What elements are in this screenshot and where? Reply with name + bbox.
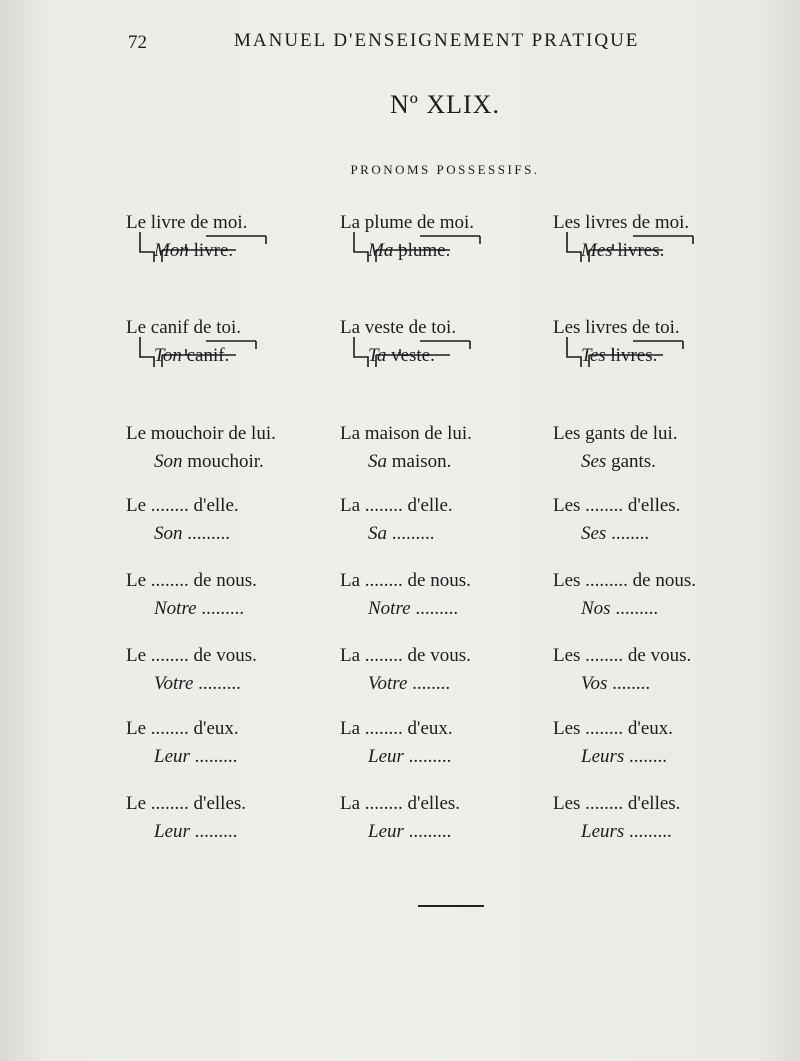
running-head: MANUEL D'ENSEIGNEMENT PRATIQUE	[234, 30, 640, 51]
exercise-cell	[340, 793, 550, 873]
exercise-cell	[340, 718, 550, 798]
source-phrase: Les gants de lui.	[553, 423, 678, 444]
source-phrase: La ........ d'eux.	[340, 718, 453, 739]
noun-completion: .........	[610, 598, 659, 619]
noun-completion: .........	[182, 523, 230, 544]
noun-completion: livre.	[188, 240, 234, 261]
noun-completion: canif.	[181, 345, 230, 366]
source-phrase: Le ........ d'elles.	[126, 793, 247, 814]
source-phrase: Le ........ d'eux.	[126, 718, 239, 739]
possessive-pronoun: Leur	[368, 821, 404, 842]
exercise-cell	[340, 317, 550, 397]
possessive-pronoun: Vos	[581, 673, 608, 694]
bracket-connector	[553, 317, 753, 377]
lesson-title: Nº XLIX.	[390, 90, 500, 119]
exercise-cell	[126, 570, 336, 650]
exercise-cell	[340, 570, 550, 650]
exercise-row	[0, 718, 800, 798]
bracket-line	[567, 232, 581, 262]
source-phrase: Le ........ de vous.	[126, 645, 257, 666]
closing-rule	[418, 905, 484, 907]
exercise-cell	[126, 793, 336, 873]
bracket-line	[633, 341, 683, 349]
bracket-connector	[126, 212, 326, 272]
source-phrase: La veste de toi.	[340, 317, 457, 338]
exercise-cell	[340, 212, 550, 292]
possessive-phrase	[154, 673, 241, 695]
exercise-row	[0, 423, 800, 503]
exercise-cell	[553, 793, 763, 873]
possessive-phrase	[581, 673, 650, 695]
possessive-pronoun: Ta	[368, 345, 387, 366]
noun-completion: .........	[403, 821, 452, 842]
exercise-cell	[553, 212, 763, 292]
possessive-phrase	[368, 451, 451, 473]
possessive-phrase	[154, 451, 264, 473]
possessive-pronoun: Ses	[581, 523, 607, 544]
noun-completion: veste.	[386, 345, 435, 366]
bracket-line	[589, 250, 663, 262]
exercise-row	[0, 495, 800, 575]
possessive-phrase	[368, 598, 458, 620]
bracket-connector	[126, 317, 326, 377]
bracket-connector	[340, 212, 540, 272]
noun-completion: maison.	[387, 451, 452, 472]
possessive-pronoun: Leurs	[581, 821, 625, 842]
lesson-subtitle: PRONOMS POSSESSIFS.	[350, 162, 540, 177]
source-phrase: Les livres de moi.	[553, 212, 690, 233]
source-phrase: Les ........ d'elles.	[553, 495, 681, 516]
exercise-cell	[126, 423, 336, 503]
noun-completion: livres.	[612, 240, 665, 261]
possessive-pronoun: Votre	[368, 673, 408, 694]
source-phrase: Le mouchoir de lui.	[126, 423, 276, 444]
possessive-phrase	[581, 598, 658, 620]
possessive-phrase	[154, 746, 237, 768]
possessive-pronoun: Son	[154, 451, 183, 472]
possessive-pronoun: Mon	[154, 240, 189, 261]
bracket-line	[354, 232, 368, 262]
noun-completion: .........	[387, 523, 435, 544]
bracket-connector	[340, 317, 540, 377]
exercise-cell	[553, 645, 763, 725]
exercise-row	[0, 212, 800, 292]
exercise-cell	[126, 645, 336, 725]
bracket-line	[589, 355, 663, 367]
noun-completion: ........	[624, 746, 668, 767]
possessive-pronoun: Leurs	[581, 746, 625, 767]
page-header	[0, 26, 800, 56]
noun-completion: .........	[196, 598, 245, 619]
noun-completion: mouchoir.	[182, 451, 264, 472]
possessive-phrase	[368, 523, 435, 545]
possessive-pronoun: Notre	[154, 598, 197, 619]
exercise-cell	[553, 317, 763, 397]
possessive-pronoun: Son	[154, 523, 183, 544]
exercise-cell	[553, 423, 763, 503]
possessive-phrase	[581, 523, 649, 545]
possessive-pronoun: Sa	[368, 451, 387, 472]
source-phrase: Le canif de toi.	[126, 317, 242, 338]
page-number: 72	[128, 32, 147, 53]
noun-completion: ........	[407, 673, 451, 694]
noun-completion: plume.	[393, 240, 451, 261]
bracket-line	[140, 232, 154, 262]
exercise-row	[0, 570, 800, 650]
bracket-line	[354, 337, 368, 367]
noun-completion: .........	[189, 746, 238, 767]
possessive-pronoun: Leur	[368, 746, 404, 767]
exercise-cell	[340, 423, 550, 503]
possessive-pronoun: Ses	[581, 451, 607, 472]
bracket-connector	[553, 212, 753, 272]
exercise-cell	[340, 495, 550, 575]
possessive-pronoun: Votre	[154, 673, 194, 694]
bracket-line	[140, 337, 154, 367]
exercise-cell	[126, 495, 336, 575]
bracket-line	[633, 236, 693, 244]
exercise-cell	[340, 645, 550, 725]
bracket-line	[567, 337, 581, 367]
possessive-pronoun: Leur	[154, 821, 190, 842]
bracket-line	[420, 341, 470, 349]
noun-completion: .........	[624, 821, 672, 842]
source-phrase: La ........ de nous.	[340, 570, 471, 591]
noun-completion: gants.	[606, 451, 656, 472]
possessive-pronoun: Nos	[581, 598, 611, 619]
bracket-line	[376, 355, 450, 367]
exercise-cell	[126, 317, 336, 397]
source-phrase: Les ......... de nous.	[553, 570, 697, 591]
noun-completion: .........	[410, 598, 459, 619]
noun-completion: .........	[403, 746, 452, 767]
noun-completion: ........	[607, 673, 651, 694]
possessive-pronoun: Leur	[154, 746, 190, 767]
source-phrase: La ........ de vous.	[340, 645, 471, 666]
source-phrase: Le livre de moi.	[126, 212, 248, 233]
source-phrase: Le ........ de nous.	[126, 570, 257, 591]
source-phrase: Les ........ d'elles.	[553, 793, 681, 814]
bracket-line	[162, 355, 236, 367]
possessive-phrase	[581, 451, 656, 473]
possessive-phrase	[581, 821, 672, 843]
exercise-row	[0, 793, 800, 873]
source-phrase: Les ........ d'eux.	[553, 718, 674, 739]
bracket-line	[206, 341, 256, 349]
noun-completion: ........	[606, 523, 650, 544]
exercise-cell	[126, 718, 336, 798]
noun-completion: .........	[189, 821, 238, 842]
possessive-phrase	[154, 821, 237, 843]
exercise-cell	[553, 570, 763, 650]
source-phrase: Le ........ d'elle.	[126, 495, 239, 516]
bracket-line	[376, 250, 450, 262]
source-phrase: La ........ d'elles.	[340, 793, 461, 814]
noun-completion: livres.	[605, 345, 658, 366]
possessive-phrase	[368, 673, 450, 695]
possessive-pronoun: Sa	[368, 523, 387, 544]
source-phrase: La plume de moi.	[340, 212, 475, 233]
exercise-cell	[553, 495, 763, 575]
possessive-pronoun: Notre	[368, 598, 411, 619]
possessive-phrase	[154, 598, 244, 620]
source-phrase: La maison de lui.	[340, 423, 472, 444]
exercise-cell	[126, 212, 336, 292]
exercise-cell	[553, 718, 763, 798]
source-phrase: Les livres de toi.	[553, 317, 680, 338]
source-phrase: La ........ d'elle.	[340, 495, 453, 516]
exercise-row	[0, 317, 800, 397]
bracket-line	[206, 236, 266, 244]
possessive-pronoun: Tes	[581, 345, 606, 366]
possessive-phrase	[368, 746, 451, 768]
bracket-line	[162, 250, 236, 262]
possessive-pronoun: Mes	[581, 240, 613, 261]
bracket-line	[420, 236, 480, 244]
possessive-phrase	[154, 523, 230, 545]
source-phrase: Les ........ de vous.	[553, 645, 692, 666]
possessive-phrase	[581, 746, 667, 768]
possessive-phrase	[368, 821, 451, 843]
exercise-row	[0, 645, 800, 725]
possessive-pronoun: Ma	[368, 240, 394, 261]
possessive-pronoun: Ton	[154, 345, 182, 366]
noun-completion: .........	[193, 673, 241, 694]
